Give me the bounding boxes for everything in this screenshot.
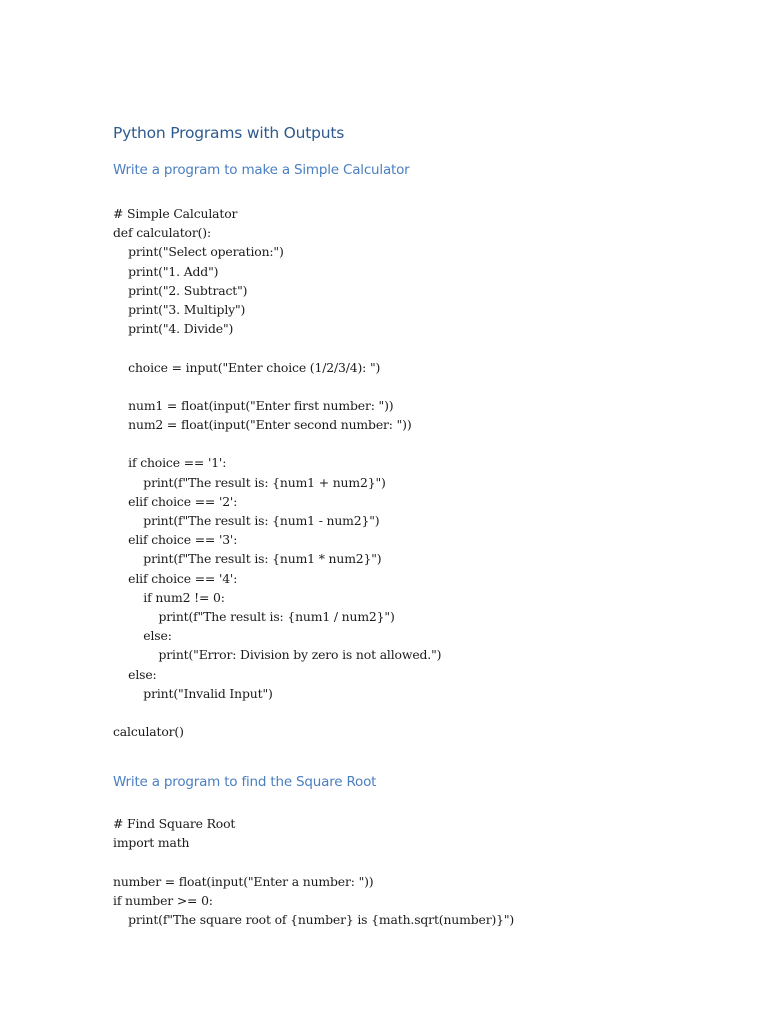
code-line: print(f"The result is: {num1 - num2}") xyxy=(113,513,380,528)
code-line: if choice == '1': xyxy=(113,455,227,471)
section-heading-simple-calculator: Write a program to make a Simple Calculator xyxy=(113,162,410,178)
section-heading-square-root: Write a program to find the Square Root xyxy=(113,774,377,790)
code-line xyxy=(113,703,441,722)
code-line: print("3. Multiply") xyxy=(113,301,246,317)
code-line: print(f"The square root of {number} is {math.sqrt(number)}") xyxy=(113,911,515,927)
code-line: elif choice == '4': xyxy=(113,570,238,586)
code-line xyxy=(113,338,441,357)
code-line: # Find Square Root xyxy=(113,816,236,831)
code-line: number = float(input("Enter a number: ")) xyxy=(113,873,374,889)
code-line: print("Invalid Input") xyxy=(113,685,273,701)
code-line: print("Select operation:") xyxy=(113,244,284,260)
code-line: num2 = float(input("Enter second number: ")) xyxy=(113,417,412,433)
code-line: print(f"The result is: {num1 / num2}") xyxy=(113,608,395,624)
code-line: elif choice == '2': xyxy=(113,493,238,509)
code-line: if num2 != 0: xyxy=(113,589,225,605)
code-line: else: xyxy=(113,666,157,682)
code-line: print("Error: Division by zero is not allowed.") xyxy=(113,647,442,663)
code-line xyxy=(113,377,441,396)
code-line: import math xyxy=(113,835,190,851)
code-line: else: xyxy=(113,628,172,644)
code-line: # Simple Calculator xyxy=(113,206,238,221)
code-line: num1 = float(input("Enter first number: ")) xyxy=(113,397,394,413)
code-line xyxy=(113,434,441,453)
code-line xyxy=(113,852,514,871)
code-line: if number >= 0: xyxy=(113,892,213,908)
code-line: print(f"The result is: {num1 * num2}") xyxy=(113,551,382,567)
code-line: calculator() xyxy=(113,724,184,740)
document-title: Python Programs with Outputs xyxy=(113,124,345,142)
code-line: elif choice == '3': xyxy=(113,532,238,548)
code-line: choice = input("Enter choice (1/2/3/4): ") xyxy=(113,359,381,375)
code-block-simple-calculator xyxy=(113,204,441,741)
code-line: print("2. Subtract") xyxy=(113,282,248,298)
code-line: print("1. Add") xyxy=(113,263,219,279)
code-line: print(f"The result is: {num1 + num2}") xyxy=(113,474,386,490)
code-line: print("4. Divide") xyxy=(113,321,234,337)
code-block-square-root xyxy=(113,814,514,929)
code-line: def calculator(): xyxy=(113,225,212,241)
